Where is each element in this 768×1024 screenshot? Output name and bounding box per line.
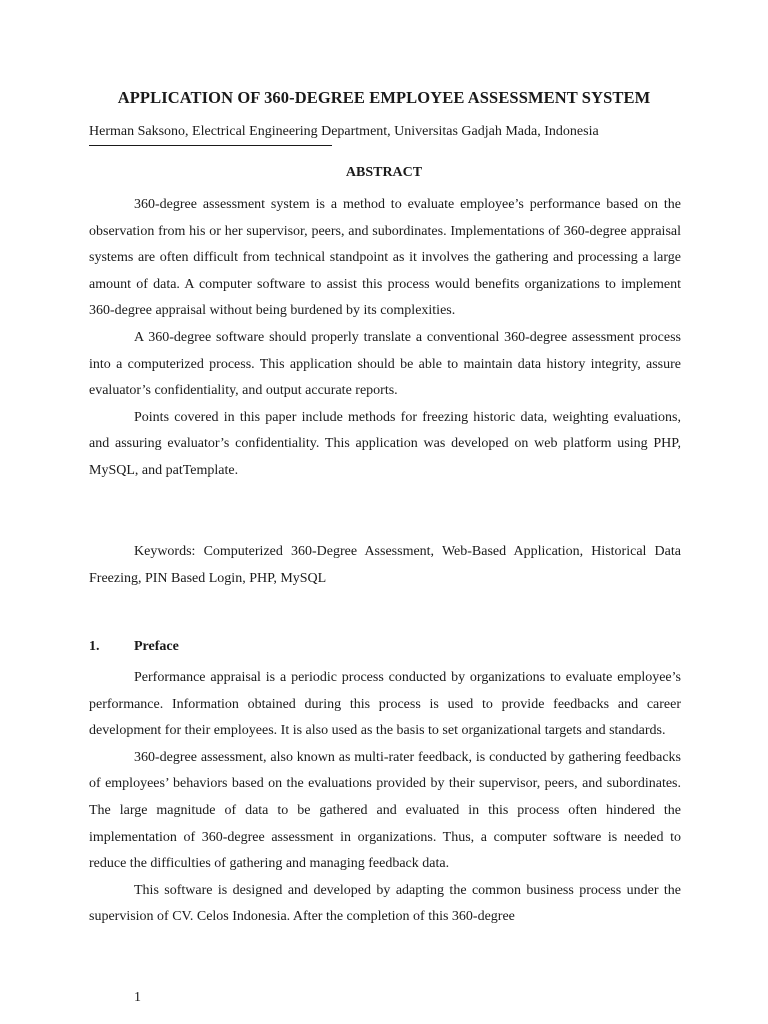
section-number: 1. <box>89 639 100 654</box>
section-paragraph: 360-degree assessment, also known as multi-rater feedback, is conducted by gathering feedbacks of employees’ behaviors based on the evaluations provided by their supervisor, peers, and subordinates. The large magnitude of data to be gathered and evaluated in this process often hindered the implementation of 360-degree assessment in organizations. Thus, a computer software is needed to reduce the difficulties of gathering and managing feedback data. <box>89 749 681 872</box>
section-heading <box>89 639 179 655</box>
keywords: Keywords: Computerized 360-Degree Assessment, Web-Based Application, Historical Data Freezing, PIN Based Login, PHP, MySQL <box>89 544 681 586</box>
page-number: 1 <box>134 990 141 1005</box>
author-line: Herman Saksono, Electrical Engineering Department, Universitas Gadjah Mada, Indonesia <box>89 124 599 139</box>
abstract-paragraph: Points covered in this paper include methods for freezing historic data, weighting evaluations, and assuring evaluator’s confidentiality. This application was developed on web platform using PHP, MySQL, and patTemplate. <box>89 409 681 478</box>
abstract-paragraph: A 360-degree software should properly translate a conventional 360-degree assessment process into a computerized process. This application should be able to maintain data history integrity, assure evaluator’s confidentiality, and output accurate reports. <box>89 329 681 399</box>
section-title: Preface <box>134 639 179 654</box>
abstract-paragraph: 360-degree assessment system is a method to evaluate employee’s performance based on the observation from his or her supervisor, peers, and subordinates. Implementations of 360-degree appraisal systems are often difficult from technical standpoint as it involves the gathering and processing a large amount of data. A computer software to assist this process would benefits organizations to implement 360-degree appraisal without being burdened by its complexities. <box>89 197 681 319</box>
abstract-body <box>89 192 681 485</box>
paper-title: APPLICATION OF 360-DEGREE EMPLOYEE ASSESSMENT SYSTEM <box>117 88 651 107</box>
section-body <box>89 665 681 931</box>
section-paragraph: Performance appraisal is a periodic process conducted by organizations to evaluate employee’s performance. Information obtained during this process is used to provide feedbacks and career development for their employees. It is also used as the basis to set organizational targets and standards. <box>89 670 681 739</box>
abstract-heading: ABSTRACT <box>345 165 423 180</box>
author-divider <box>89 145 332 146</box>
keywords-block <box>89 539 681 592</box>
section-paragraph: This software is designed and developed by adapting the common business process under the supervision of CV. Celos Indonesia. After the completion of this 360-degree <box>89 882 681 925</box>
